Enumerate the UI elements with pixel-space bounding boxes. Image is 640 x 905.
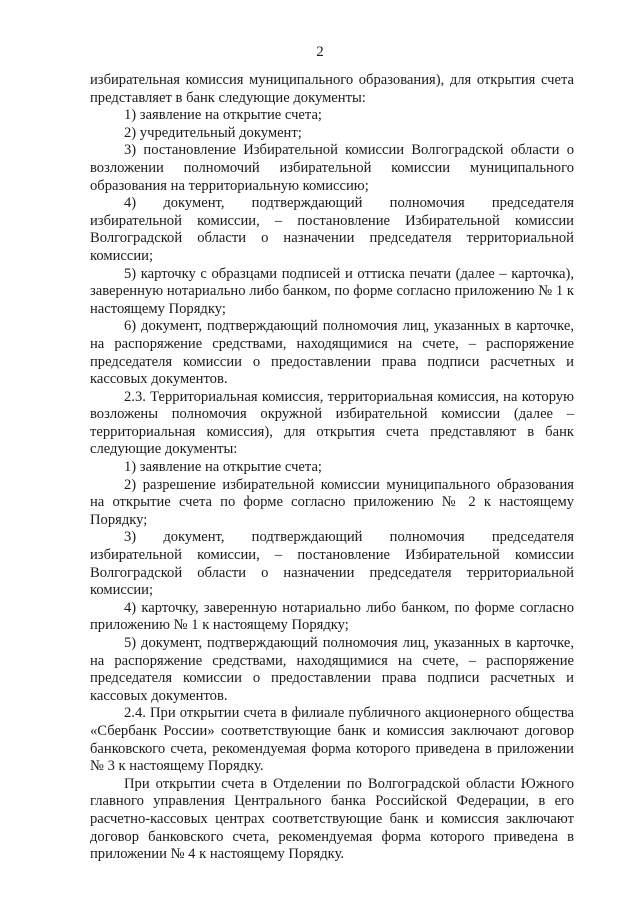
list-item: 1) заявление на открытие счета;: [124, 107, 322, 124]
section-paragraph: 2.3. Территориальная комиссия, территориальная комиссия, на которую возложены полномочия окружной избирательной комиссии (далее – территориальная комиссия), для открытия счета представляют в банк следующие документы:: [90, 388, 574, 458]
list-item: 1) заявление на открытие счета;: [124, 459, 322, 476]
list-item: 3) постановление Избирательной комиссии Волгоградской области о возложении полномочий избирательной комиссии муниципального образования на территориальную комиссию;: [90, 142, 574, 194]
paragraph-intro: избирательная комиссия муниципального образования), для открытия счета представляет в банк следующие документы:: [90, 72, 574, 106]
list-item: 6) документ, подтверждающий полномочия лиц, указанных в карточке, на распоряжение средствами, находящимися на счете, – распоряжение председателя комиссии о предоставлении права подписи расчетных и кассовых документов.: [90, 318, 574, 388]
list-item: 2) разрешение избирательной комиссии муниципального образования на открытие счета по форме согласно приложению № 2 к настоящему Порядку;: [90, 476, 574, 528]
list-item: 2) учредительный документ;: [124, 124, 302, 141]
list-item: 5) документ, подтверждающий полномочия лиц, указанных в карточке, на распоряжение средствами, находящимися на счете, – распоряжение председателя комиссии о предоставлении права подписи расчетных и кассовых документов.: [90, 635, 574, 704]
list-item: 4) документ, подтверждающий полномочия председателя избирательной комиссии, – постановление Избирательной комиссии Волгоградской области о назначении председателя территориальной комиссии;: [90, 195, 574, 264]
list-item: 5) карточку с образцами подписей и оттиска печати (далее – карточка), заверенную нотариально либо банком, по форме согласно приложению № 1 к настоящему Порядку;: [90, 265, 574, 317]
list-item: 3) документ, подтверждающий полномочия председателя избирательной комиссии, – постановление Избирательной комиссии Волгоградской области о назначении председателя территориальной комиссии;: [90, 529, 574, 599]
section-paragraph: 2.4. При открытии счета в филиале публичного акционерного общества «Сбербанк России» соответствующие банк и комиссия заключают договор банковского счета, рекомендуемая форма которого приведена в приложении № 3 к настоящему Порядку.: [90, 705, 574, 775]
closing-paragraph: При открытии счета в Отделении по Волгоградской области Южного главного управления Центрального банка Российской Федерации, в его расчетно-кассовых центрах соответствующие банк и комиссия заключают договор банковского счета, рекомендуемая форма которого приведена в приложении № 4 к настоящему Порядку.: [90, 775, 574, 863]
page-number: 2: [316, 44, 324, 60]
document-body: [90, 72, 574, 864]
list-item: 4) карточку, заверенную нотариально либо банком, по форме согласно приложению № 1 к настоящему Порядку;: [90, 599, 574, 634]
